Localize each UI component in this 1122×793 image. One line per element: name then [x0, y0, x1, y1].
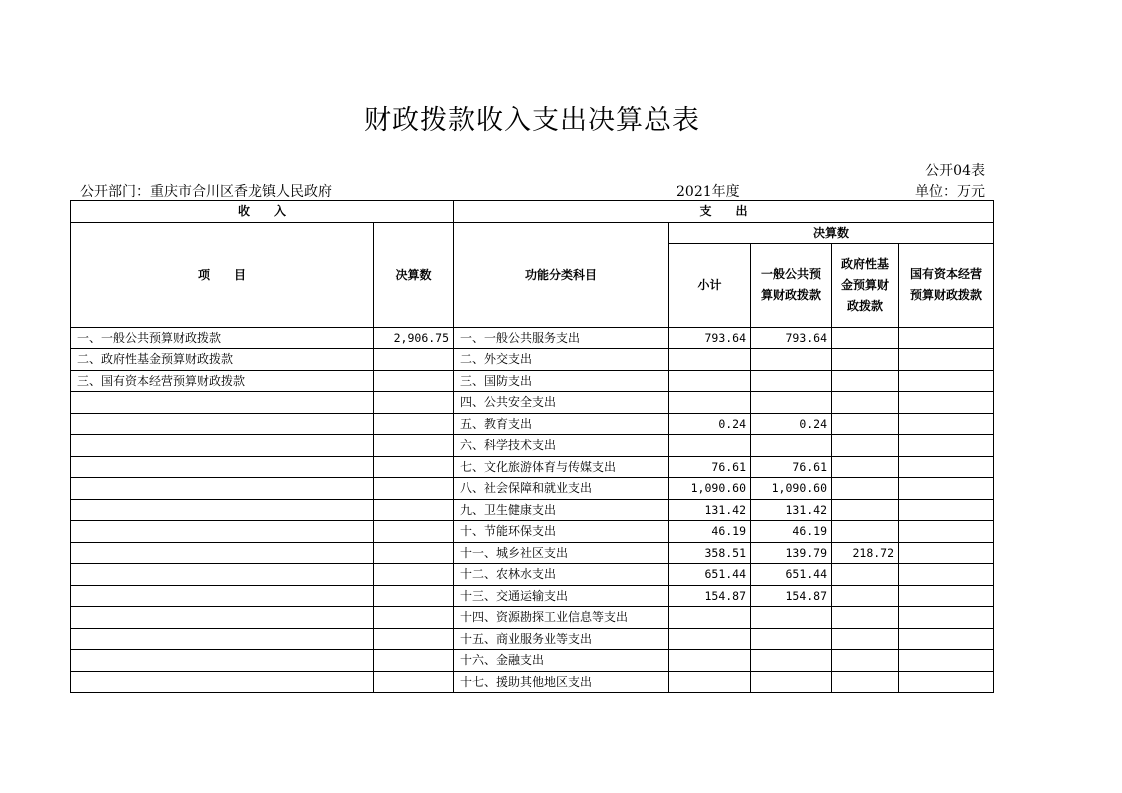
- general-budget-cell: 139.79: [751, 542, 832, 564]
- expense-item-cell: 四、公共安全支出: [454, 392, 669, 414]
- state-capital-cell: [899, 392, 994, 414]
- income-amount-cell: [374, 521, 454, 543]
- table-row: [71, 392, 994, 414]
- income-item-cell: [71, 542, 374, 564]
- department-label: 公开部门：重庆市合川区香龙镇人民政府: [80, 184, 332, 200]
- state-capital-cell: [899, 327, 994, 349]
- subtotal-cell: 154.87: [669, 585, 751, 607]
- income-item-cell: [71, 499, 374, 521]
- general-budget-cell: [751, 370, 832, 392]
- expense-item-cell: 一、一般公共服务支出: [454, 327, 669, 349]
- gov-fund-cell: [832, 671, 899, 693]
- subtotal-cell: [669, 650, 751, 672]
- state-capital-cell: [899, 435, 994, 457]
- gov-fund-cell: [832, 478, 899, 500]
- income-amount-cell: [374, 392, 454, 414]
- state-capital-cell: [899, 499, 994, 521]
- expense-item-cell: 十三、交通运输支出: [454, 585, 669, 607]
- gov-fund-header: 政府性基金预算财政拨款: [832, 244, 899, 327]
- table-row: [71, 435, 994, 457]
- state-capital-cell: [899, 628, 994, 650]
- subtotal-cell: 1,090.60: [669, 478, 751, 500]
- unit-label: 单位：万元: [915, 184, 985, 200]
- table-row: [71, 564, 994, 586]
- final-amount-group-header: 决算数: [669, 222, 994, 244]
- subtotal-cell: 0.24: [669, 413, 751, 435]
- income-amount-cell: [374, 564, 454, 586]
- state-capital-cell: [899, 607, 994, 629]
- income-amount-cell: [374, 671, 454, 693]
- subtotal-cell: 46.19: [669, 521, 751, 543]
- general-budget-cell: [751, 607, 832, 629]
- table-row: [71, 327, 994, 349]
- income-amount-cell: [374, 499, 454, 521]
- expense-item-cell: 十七、援助其他地区支出: [454, 671, 669, 693]
- general-budget-cell: 0.24: [751, 413, 832, 435]
- general-budget-cell: [751, 392, 832, 414]
- income-item-cell: [71, 478, 374, 500]
- subtotal-cell: [669, 628, 751, 650]
- state-capital-cell: [899, 564, 994, 586]
- state-capital-cell: [899, 370, 994, 392]
- item-header: 项 目: [71, 222, 374, 327]
- table-row: [71, 585, 994, 607]
- general-budget-cell: [751, 349, 832, 371]
- income-item-cell: 三、国有资本经营预算财政拨款: [71, 370, 374, 392]
- state-capital-cell: [899, 542, 994, 564]
- page-title: 财政拨款收入支出决算总表: [364, 105, 700, 136]
- income-item-cell: 一、一般公共预算财政拨款: [71, 327, 374, 349]
- expense-item-cell: 十一、城乡社区支出: [454, 542, 669, 564]
- state-capital-cell: [899, 456, 994, 478]
- income-item-cell: [71, 456, 374, 478]
- gov-fund-cell: [832, 564, 899, 586]
- state-capital-cell: [899, 585, 994, 607]
- state-capital-header: 国有资本经营预算财政拨款: [899, 244, 994, 327]
- gov-fund-cell: [832, 521, 899, 543]
- gov-fund-cell: [832, 650, 899, 672]
- general-budget-cell: 76.61: [751, 456, 832, 478]
- form-number: 公开04表: [925, 163, 985, 179]
- expense-item-cell: 十二、农林水支出: [454, 564, 669, 586]
- gov-fund-cell: [832, 607, 899, 629]
- subtotal-cell: [669, 349, 751, 371]
- expense-item-cell: 十四、资源勘探工业信息等支出: [454, 607, 669, 629]
- general-budget-cell: [751, 650, 832, 672]
- subtotal-cell: 131.42: [669, 499, 751, 521]
- income-item-cell: [71, 650, 374, 672]
- table-row: [71, 521, 994, 543]
- expense-header: 支 出: [454, 201, 994, 223]
- state-capital-cell: [899, 413, 994, 435]
- subtotal-cell: [669, 607, 751, 629]
- income-amount-cell: [374, 349, 454, 371]
- expense-item-cell: 五、教育支出: [454, 413, 669, 435]
- income-amount-cell: [374, 456, 454, 478]
- table-row: [71, 650, 994, 672]
- general-budget-cell: [751, 435, 832, 457]
- income-amount-header: 决算数: [374, 222, 454, 327]
- income-item-cell: [71, 628, 374, 650]
- gov-fund-cell: [832, 370, 899, 392]
- general-budget-cell: 131.42: [751, 499, 832, 521]
- expense-item-cell: 十五、商业服务业等支出: [454, 628, 669, 650]
- subtotal-cell: 358.51: [669, 542, 751, 564]
- state-capital-cell: [899, 650, 994, 672]
- income-item-cell: [71, 413, 374, 435]
- income-amount-cell: [374, 435, 454, 457]
- subtotal-cell: [669, 370, 751, 392]
- gov-fund-cell: [832, 628, 899, 650]
- general-budget-cell: 1,090.60: [751, 478, 832, 500]
- fiscal-year: 2021年度: [676, 184, 740, 200]
- finance-table: [70, 200, 994, 693]
- general-budget-cell: 46.19: [751, 521, 832, 543]
- gov-fund-cell: 218.72: [832, 542, 899, 564]
- income-item-cell: [71, 392, 374, 414]
- table-row: [71, 671, 994, 693]
- expense-item-cell: 十、节能环保支出: [454, 521, 669, 543]
- gov-fund-cell: [832, 456, 899, 478]
- gov-fund-cell: [832, 435, 899, 457]
- subtotal-cell: 651.44: [669, 564, 751, 586]
- subtotal-cell: [669, 392, 751, 414]
- income-amount-cell: [374, 413, 454, 435]
- income-amount-cell: [374, 607, 454, 629]
- income-item-cell: [71, 435, 374, 457]
- gov-fund-cell: [832, 392, 899, 414]
- income-item-cell: [71, 564, 374, 586]
- state-capital-cell: [899, 478, 994, 500]
- expense-item-cell: 二、外交支出: [454, 349, 669, 371]
- income-header: 收 入: [71, 201, 454, 223]
- table-row: [71, 456, 994, 478]
- gov-fund-cell: [832, 585, 899, 607]
- table-row: [71, 478, 994, 500]
- table-row: [71, 370, 994, 392]
- table-row: [71, 349, 994, 371]
- income-item-cell: 二、政府性基金预算财政拨款: [71, 349, 374, 371]
- general-budget-header: 一般公共预算财政拨款: [751, 244, 832, 327]
- expense-item-cell: 九、卫生健康支出: [454, 499, 669, 521]
- subtotal-cell: [669, 435, 751, 457]
- subtotal-cell: [669, 671, 751, 693]
- income-amount-cell: 2,906.75: [374, 327, 454, 349]
- gov-fund-cell: [832, 499, 899, 521]
- general-budget-cell: [751, 671, 832, 693]
- expense-item-cell: 十六、金融支出: [454, 650, 669, 672]
- expense-item-cell: 八、社会保障和就业支出: [454, 478, 669, 500]
- income-amount-cell: [374, 370, 454, 392]
- subtotal-cell: 793.64: [669, 327, 751, 349]
- general-budget-cell: 651.44: [751, 564, 832, 586]
- function-category-header: 功能分类科目: [454, 222, 669, 327]
- income-item-cell: [71, 671, 374, 693]
- expense-item-cell: 七、文化旅游体育与传媒支出: [454, 456, 669, 478]
- income-amount-cell: [374, 628, 454, 650]
- subtotal-header: 小计: [669, 244, 751, 327]
- table-row: [71, 413, 994, 435]
- expense-item-cell: 三、国防支出: [454, 370, 669, 392]
- gov-fund-cell: [832, 349, 899, 371]
- income-item-cell: [71, 521, 374, 543]
- income-item-cell: [71, 585, 374, 607]
- general-budget-cell: 154.87: [751, 585, 832, 607]
- general-budget-cell: [751, 628, 832, 650]
- state-capital-cell: [899, 671, 994, 693]
- table-body: [71, 327, 994, 693]
- state-capital-cell: [899, 349, 994, 371]
- table-row: [71, 628, 994, 650]
- income-amount-cell: [374, 542, 454, 564]
- gov-fund-cell: [832, 327, 899, 349]
- subtotal-cell: 76.61: [669, 456, 751, 478]
- income-item-cell: [71, 607, 374, 629]
- table-row: [71, 499, 994, 521]
- general-budget-cell: 793.64: [751, 327, 832, 349]
- expense-item-cell: 六、科学技术支出: [454, 435, 669, 457]
- gov-fund-cell: [832, 413, 899, 435]
- state-capital-cell: [899, 521, 994, 543]
- table-row: [71, 607, 994, 629]
- table-row: [71, 542, 994, 564]
- income-amount-cell: [374, 478, 454, 500]
- income-amount-cell: [374, 585, 454, 607]
- income-amount-cell: [374, 650, 454, 672]
